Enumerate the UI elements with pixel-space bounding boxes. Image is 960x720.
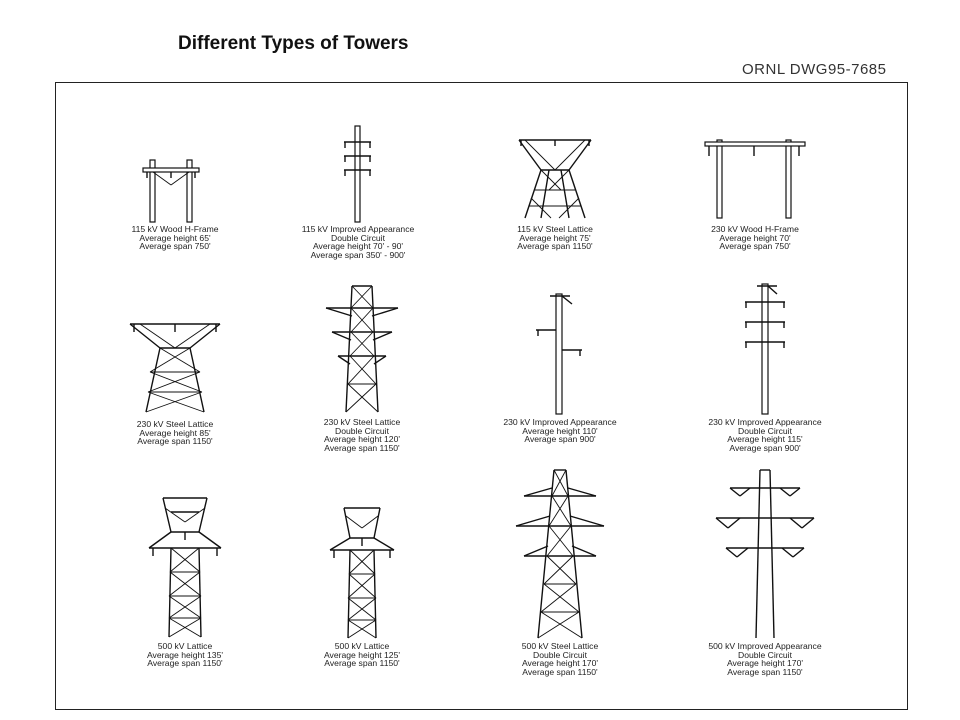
caption-line: Double Circuit	[335, 425, 389, 436]
drawing-id: ORNL DWG95-7685	[742, 61, 887, 78]
caption-line: 115 kV Wood H-Frame	[131, 224, 219, 234]
tower-caption	[455, 225, 655, 251]
caption-line: Average span 350' - 900'	[310, 249, 406, 260]
caption-line: 500 kV Lattice	[334, 641, 390, 651]
tower-230kv-steel-lattice	[75, 312, 275, 446]
caption-line: Average height 125'	[323, 649, 401, 660]
caption-line: Average span 1150'	[324, 442, 400, 453]
tower-caption	[258, 225, 458, 259]
caption-line: Average height 75'	[519, 232, 591, 243]
caption-line: Average height 70'	[719, 232, 791, 243]
caption-line: 230 kV Improved Appearance	[708, 417, 822, 427]
tower-115kv-improved-appearance	[258, 120, 458, 259]
caption-line: 500 kV Lattice	[157, 641, 213, 651]
caption-line: Average span 1150'	[727, 666, 803, 677]
tower-500kv-improved-appearance-double-circuit	[665, 466, 865, 676]
caption-line: Average span 900'	[729, 442, 801, 453]
steel-pole-drawing	[510, 290, 610, 418]
tower-115kv-steel-lattice	[455, 130, 655, 251]
tower-caption	[75, 225, 275, 251]
caption-line: 500 kV Improved Appearance	[708, 641, 822, 651]
tower-500kv-lattice-2	[262, 502, 462, 668]
caption-line: Average span 750'	[719, 241, 791, 252]
tower-230kv-wood-h-frame	[655, 130, 855, 251]
caption-line: Average span 1150'	[147, 658, 223, 669]
caption-line: Average height 135'	[146, 649, 224, 660]
tower-230kv-improved-appearance	[460, 290, 660, 444]
caption-line: Double Circuit	[331, 232, 385, 243]
tower-caption	[85, 642, 285, 668]
caption-line: Average height 70' - 90'	[312, 241, 404, 252]
h-frame-tower-drawing	[115, 150, 235, 225]
tower-caption	[262, 642, 462, 668]
tower-230kv-steel-lattice-double-circuit	[262, 280, 462, 452]
tower-500kv-lattice	[85, 492, 285, 668]
page-title: Different Types of Towers	[178, 33, 409, 54]
lattice-tower-drawing	[120, 312, 230, 420]
caption-line: Average height 115'	[727, 434, 803, 445]
caption-line: 230 kV Steel Lattice	[136, 419, 214, 429]
caption-line: Average span 1150'	[137, 436, 213, 447]
lattice-tower-drawing	[505, 130, 605, 225]
caption-line: Double Circuit	[533, 649, 587, 660]
caption-line: 230 kV Improved Appearance	[503, 417, 617, 427]
caption-line: 115 kV Steel Lattice	[517, 224, 593, 234]
tower-caption	[460, 642, 660, 676]
caption-line: Average height 85'	[139, 427, 211, 438]
caption-line: Average span 1150'	[522, 666, 598, 677]
lattice-tower-drawing	[135, 492, 235, 642]
tower-230kv-improved-appearance-double-circuit	[665, 280, 865, 452]
caption-line: 500 kV Steel Lattice	[521, 641, 599, 651]
caption-line: Double Circuit	[738, 649, 792, 660]
tower-500kv-steel-lattice-double-circuit	[460, 466, 660, 676]
caption-line: Average height 65'	[139, 232, 211, 243]
steel-pole-double-circuit-drawing	[715, 280, 815, 418]
caption-line: 230 kV Wood H-Frame	[711, 224, 799, 234]
tower-caption	[75, 420, 275, 446]
tower-caption	[655, 225, 855, 251]
caption-line: Average span 1150'	[324, 658, 400, 669]
tower-115kv-wood-h-frame	[75, 150, 275, 251]
caption-line: Average span 900'	[524, 434, 596, 445]
caption-line: Average height 170'	[521, 658, 599, 669]
lattice-tower-drawing	[312, 502, 412, 642]
tower-caption	[262, 418, 462, 452]
caption-line: 115 kV Improved Appearance	[301, 224, 415, 234]
steel-pole-double-circuit-drawing	[700, 466, 830, 642]
lattice-tower-drawing	[510, 466, 610, 642]
caption-line: Double Circuit	[738, 425, 792, 436]
caption-line: Average height 110'	[522, 425, 598, 436]
tower-caption	[460, 418, 660, 444]
caption-line: Average height 120'	[323, 434, 401, 445]
steel-pole-double-circuit-drawing	[308, 120, 408, 225]
caption-line: 230 kV Steel Lattice	[323, 417, 401, 427]
tower-caption	[665, 642, 865, 676]
lattice-tower-drawing	[312, 280, 412, 418]
tower-caption	[665, 418, 865, 452]
h-frame-tower-drawing	[695, 130, 815, 225]
caption-line: Average span 750'	[139, 241, 211, 252]
caption-line: Average span 1150'	[517, 241, 593, 252]
caption-line: Average height 170'	[726, 658, 804, 669]
